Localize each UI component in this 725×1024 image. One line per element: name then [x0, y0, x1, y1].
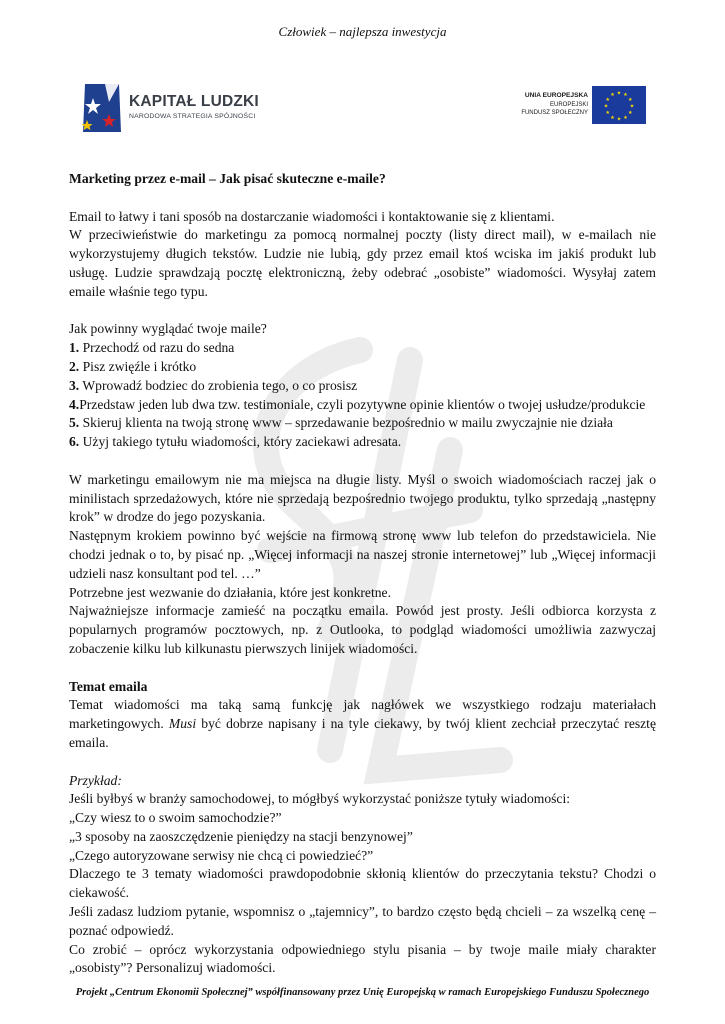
closing-paragraph: Co zrobić – oprócz wykorzystania odpowiedniego stylu pisania – by twoje maile miały charakter „osobisty”? Personalizuj wiadomości. — [69, 941, 656, 976]
section-text: być dobrze napisany i na tyle ciekawy, by twój klient zechciał przeczytać resztę emaila. — [69, 716, 656, 750]
example-line: „Czego autoryzowane serwisy nie chcą ci powiedzieć?” — [69, 847, 374, 863]
eu-logo-line1: UNIA EUROPEJSKA — [524, 92, 588, 99]
list-item-text: Pisz zwięźle i krótko — [79, 358, 197, 374]
closing-paragraph: Dlaczego te 3 tematy wiadomości prawdopodobnie skłonią klientów do przeczytania tekstu? Chodzi o ciekawość. — [69, 866, 656, 901]
list-item — [69, 339, 656, 358]
list-item — [69, 396, 656, 415]
list-item — [69, 433, 656, 452]
list-item-number: 4. — [69, 396, 80, 412]
svg-text:★: ★ — [605, 110, 610, 116]
list-item — [69, 414, 656, 433]
eu-logo-line2: EUROPEJSKI — [549, 102, 588, 108]
svg-text:★: ★ — [628, 97, 633, 103]
svg-text:★: ★ — [616, 116, 622, 123]
body-paragraph: Następnym krokiem powinno być wejście na firmową stronę www lub telefon do przedstawiciela. Nie chodzi jednak o to, by pisać np. „Więcej informacji na naszej stronie internetowej” lub „Więcej informacji udzieli nasz konsultant pod tel. …” — [69, 528, 656, 581]
body-paragraph: Najważniejsze informacje zamieść na początku emaila. Powód jest prosty. Jeśli odbiorca korzysta z popularnych programów pocztowych, np. z Outlooka, to podgląd wiadomości umożliwia zazwyczaj zobaczenie kilku lub kilkunastu pierwszych linijek wiadomości. — [69, 603, 656, 656]
list-item-text: Użyj takiego tytułu wiadomości, który zaciekawi adresata. — [79, 434, 402, 450]
body-paragraph: Potrzebne jest wezwanie do działania, które jest konkretne. — [69, 584, 391, 600]
example-label: Przykład: — [69, 772, 122, 788]
svg-text:★: ★ — [610, 114, 615, 121]
svg-text:★: ★ — [629, 103, 635, 110]
section-emphasis: Musi — [168, 716, 197, 732]
list-item — [69, 377, 656, 396]
list-item-number: 2. — [69, 358, 80, 374]
list-item-number: 1. — [69, 340, 80, 356]
section-title: Temat emaila — [69, 678, 148, 694]
page-footer: Projekt „Centrum Ekonomii Społecznej” współfinansowany przez Unię Europejską w ramach Europejskiego Funduszu Społecznego — [75, 987, 650, 998]
kapital-ludzki-emblem-icon — [79, 80, 127, 136]
list-heading: Jak powinny wyglądać twoje maile? — [69, 321, 267, 337]
body-paragraph: W marketingu emailowym nie ma miejsca na długie listy. Myśl o swoich wiadomościach raczej jak o minilistach sprzedażowych, które nie sprzedają bezpośrednio twojego produktu, tylko sprzedają „następny krok” w drodze do jego pozyskania. — [69, 471, 656, 525]
list-item — [69, 358, 656, 377]
kapital-ludzki-logo — [79, 80, 279, 136]
list-item-text: Wprowadź bodziec do zrobienia tego, o co prosisz — [79, 377, 358, 393]
svg-text:★: ★ — [623, 92, 628, 99]
kapital-ludzki-title: KAPITAŁ LUDZKI — [129, 93, 259, 110]
example-line: „Czy wiesz to o swoim samochodzie?” — [69, 810, 282, 826]
list-item-text: Skieruj klienta na twoją stronę www – sprzedawanie bezpośrednio w mailu zwyczajnie nie działa — [79, 415, 613, 431]
eu-logo-line3: FUNDUSZ SPOŁECZNY — [521, 110, 588, 116]
svg-text:★: ★ — [610, 92, 615, 99]
section-paragraph — [69, 696, 656, 752]
svg-text:★: ★ — [628, 110, 633, 116]
list-item-number: 3. — [69, 377, 80, 393]
svg-text:★: ★ — [623, 114, 628, 121]
svg-text:★: ★ — [605, 97, 610, 103]
eu-flag-icon — [592, 86, 646, 124]
running-header: Człowiek – najlepsza inwestycja — [278, 24, 447, 39]
example-line: „3 sposoby na zaoszczędzenie pieniędzy na stacji benzynowej” — [69, 828, 413, 844]
list-item-text: Przedstaw jeden lub dwa tzw. testimoniale, czyli pozytywne opinie klientów o twojej usłudze/produkcie — [79, 396, 646, 412]
article-title: Marketing przez e-mail – Jak pisać skuteczne e-maile? — [69, 171, 386, 186]
intro-line: Email to łatwy i tani sposób na dostarczanie wiadomości i kontaktowanie się z klientami. — [69, 208, 555, 224]
kapital-ludzki-subtitle: NARODOWA STRATEGIA SPÓJNOŚCI — [129, 113, 256, 120]
eu-logo — [508, 86, 646, 126]
intro-paragraph: W przeciwieństwie do marketingu za pomocą normalnej poczty (listy direct mail), w e-mailach nie wykorzystujemy długich tekstów. Ludzie nie lubią, gdy przez email ktoś wciska im jakiś produkt lub usługę. Ludzie sprawdzają pocztę elektroniczną, żeby odebrać „osobiste” wiadomości. Wysyłaj zatem emaile właśnie tego typu. — [69, 227, 656, 299]
article — [69, 170, 656, 978]
list-item-number: 5. — [69, 415, 80, 431]
example-line: Jeśli byłbyś w branży samochodowej, to mógłbyś wykorzystać poniższe tytuły wiadomości: — [69, 791, 570, 807]
svg-text:★: ★ — [616, 90, 622, 97]
list-item-number: 6. — [69, 434, 80, 450]
section-text: Temat wiadomości ma taką samą funkcję jak nagłówek we wszystkiego rodzaju materiałach marketingowych. — [69, 697, 656, 732]
svg-text:★: ★ — [603, 103, 609, 110]
closing-paragraph: Jeśli zadasz ludziom pytanie, wspomnisz o „tajemnicy”, to bardzo często będą chcieli – za wszelką cenę – poznać odpowiedź. — [69, 904, 656, 938]
list-item-text: Przechodź od razu do sedna — [79, 340, 235, 356]
